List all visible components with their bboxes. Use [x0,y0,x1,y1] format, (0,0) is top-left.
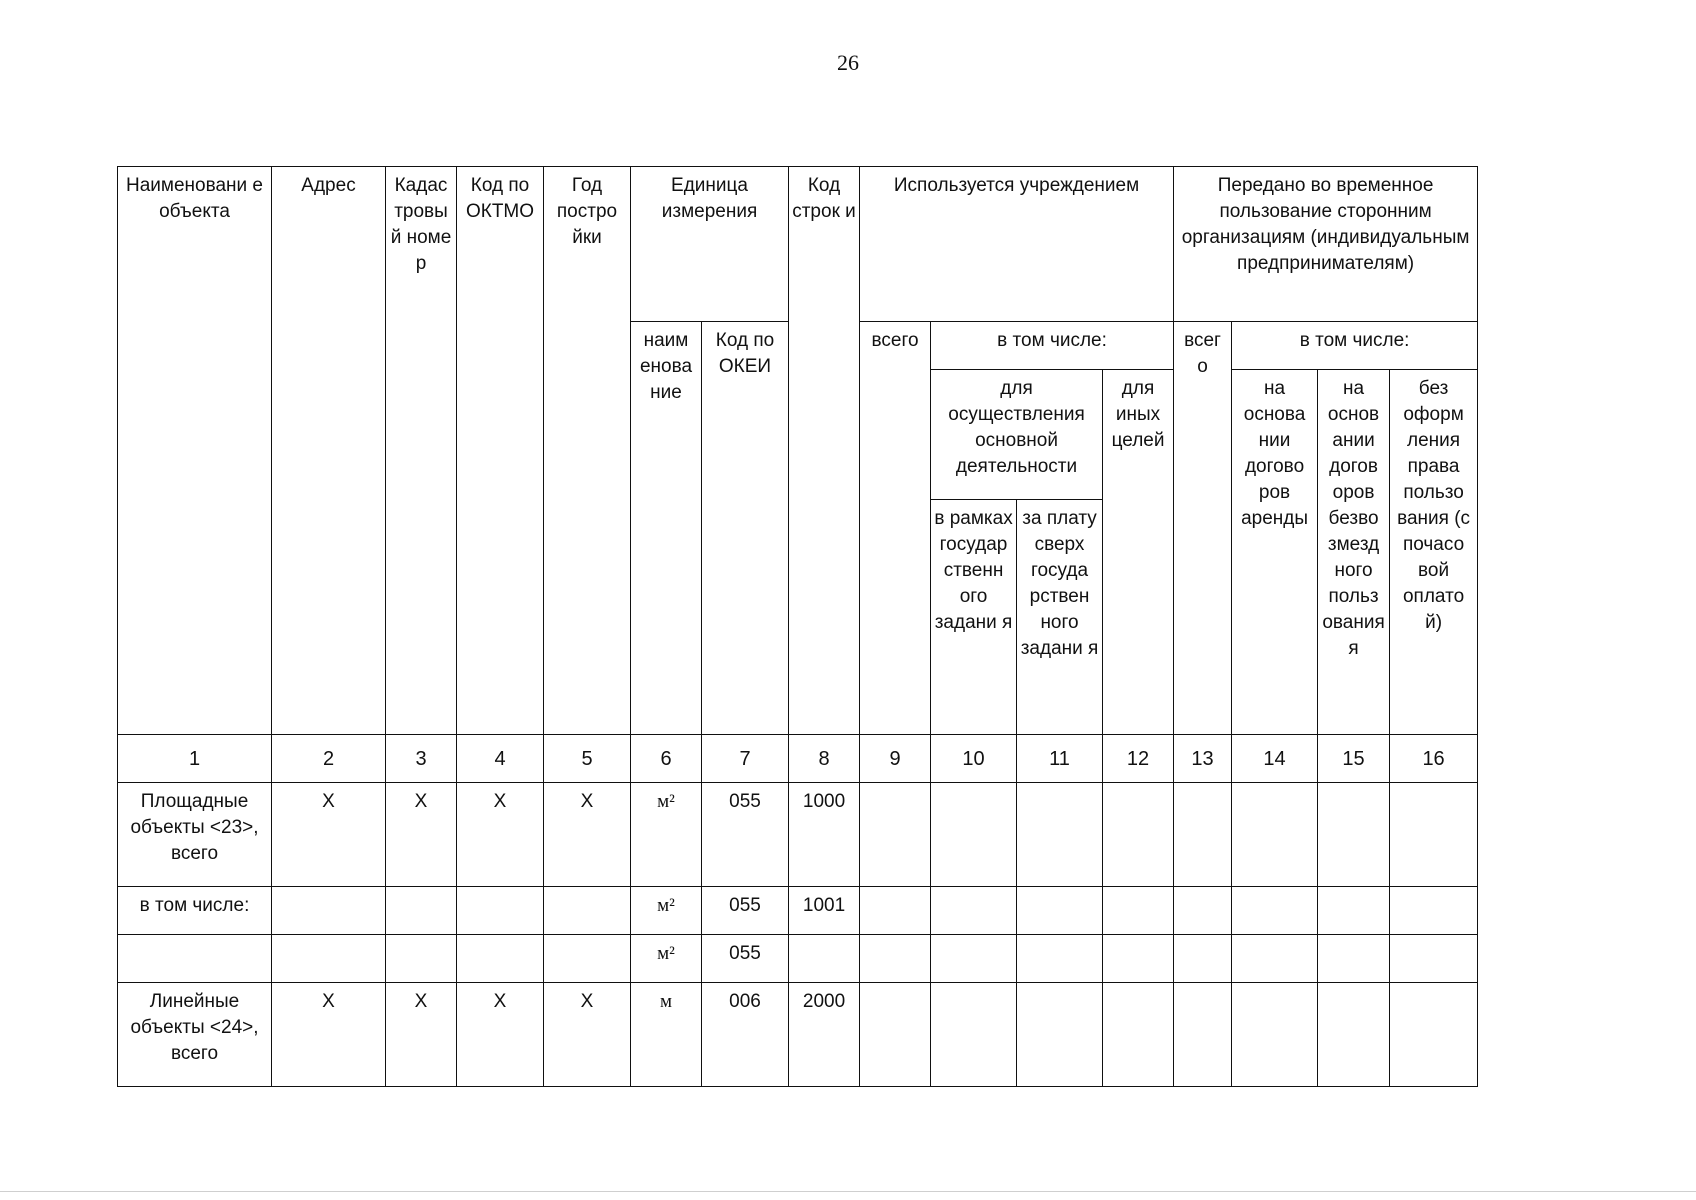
empty-cell [1390,983,1478,1087]
header-lease: на основа нии догово ров аренды [1232,370,1318,735]
empty-cell [860,983,931,1087]
header-used-including: в том числе: [931,322,1174,370]
empty-cell [1103,983,1174,1087]
empty-cell [1390,887,1478,935]
header-hourly-use: без оформ ления права пользо вания (с почасо вой оплато й) [1390,370,1478,735]
cell-cadastral [386,887,457,935]
cell-cadastral: X [386,783,457,887]
empty-cell [860,887,931,935]
empty-cell [1318,783,1390,887]
header-used-by-institution: Используется учреждением [860,167,1174,322]
cell-year: X [544,783,631,887]
column-number: 4 [457,735,544,783]
cell-okei: 055 [702,783,789,887]
header-over-state-task: за плату сверх госуда рствен ного задани я [1017,500,1103,735]
empty-cell [1103,783,1174,887]
page-number: 26 [837,50,859,75]
empty-cell [1174,983,1232,1087]
table-row [118,983,1478,1087]
cell-okei: 006 [702,983,789,1087]
cell-oktmo [457,935,544,983]
header-state-task: в рамках государ ственн ого задани я [931,500,1017,735]
column-number: 10 [931,735,1017,783]
empty-cell [1318,935,1390,983]
header-row-code: Код строк и [789,167,860,735]
column-number: 12 [1103,735,1174,783]
header-used-total: всего [860,322,931,735]
row-name: Линейные объекты <24>, всего [118,983,272,1087]
empty-cell [1232,887,1318,935]
cell-row-code: 2000 [789,983,860,1087]
empty-cell [931,983,1017,1087]
column-number: 7 [702,735,789,783]
column-number: 2 [272,735,386,783]
cell-row-code: 1001 [789,887,860,935]
property-usage-table [117,166,1478,1087]
column-number: 9 [860,735,931,783]
empty-cell [1232,935,1318,983]
cell-okei: 055 [702,887,789,935]
empty-cell [1232,783,1318,887]
empty-cell [1017,935,1103,983]
table-row [118,935,1478,983]
cell-oktmo: X [457,783,544,887]
empty-cell [1017,783,1103,887]
header-address: Адрес [272,167,386,735]
row-name [118,935,272,983]
column-number: 15 [1318,735,1390,783]
column-number: 3 [386,735,457,783]
empty-cell [1103,887,1174,935]
cell-row-code [789,935,860,983]
header-unit: Единица измерения [631,167,789,322]
empty-cell [1017,887,1103,935]
column-number: 1 [118,735,272,783]
cell-address [272,935,386,983]
column-number: 8 [789,735,860,783]
cell-oktmo: X [457,983,544,1087]
column-number: 13 [1174,735,1232,783]
header-transferred: Передано во временное пользование сторонним организациям (индивидуальным предпринимателям) [1174,167,1478,322]
cell-unit: м² [631,887,702,935]
column-number: 16 [1390,735,1478,783]
cell-address: X [272,983,386,1087]
header-cadastral-number: Кадас тровы й номе р [386,167,457,735]
empty-cell [1174,887,1232,935]
header-main-activity: для осуществления основной деятельности [931,370,1103,500]
empty-cell [1017,983,1103,1087]
cell-year: X [544,983,631,1087]
row-name: в том числе: [118,887,272,935]
cell-address: X [272,783,386,887]
empty-cell [860,935,931,983]
column-number: 11 [1017,735,1103,783]
empty-cell [1174,935,1232,983]
empty-cell [1103,935,1174,983]
cell-oktmo [457,887,544,935]
empty-cell [1390,783,1478,887]
empty-cell [1318,887,1390,935]
header-transferred-including: в том числе: [1232,322,1478,370]
column-number: 14 [1232,735,1318,783]
empty-cell [931,935,1017,983]
cell-cadastral [386,935,457,983]
cell-address [272,887,386,935]
cell-cadastral: X [386,983,457,1087]
cell-okei: 055 [702,935,789,983]
cell-unit: м [631,983,702,1087]
header-object-name: Наименовани е объекта [118,167,272,735]
cell-row-code: 1000 [789,783,860,887]
header-construction-year: Год постро йки [544,167,631,735]
header-transferred-total: всег о [1174,322,1232,735]
header-oktmo-code: Код по ОКТМО [457,167,544,735]
table-row [118,783,1478,887]
cell-unit: м² [631,935,702,983]
cell-year [544,935,631,983]
empty-cell [1390,935,1478,983]
column-number: 6 [631,735,702,783]
header-free-use: на основ ании догов оров безво змезд ного польз ования я [1318,370,1390,735]
cell-unit: м² [631,783,702,887]
row-name: Площадные объекты <23>, всего [118,783,272,887]
scan-edge-line [0,1191,1696,1192]
header-other-purposes: для иных целей [1103,370,1174,735]
empty-cell [931,887,1017,935]
cell-year [544,887,631,935]
empty-cell [1232,983,1318,1087]
header-unit-okei: Код по ОКЕИ [702,322,789,735]
table-row [118,887,1478,935]
column-number: 5 [544,735,631,783]
empty-cell [1174,783,1232,887]
header-unit-name: наим енова ние [631,322,702,735]
empty-cell [931,783,1017,887]
empty-cell [1318,983,1390,1087]
empty-cell [860,783,931,887]
